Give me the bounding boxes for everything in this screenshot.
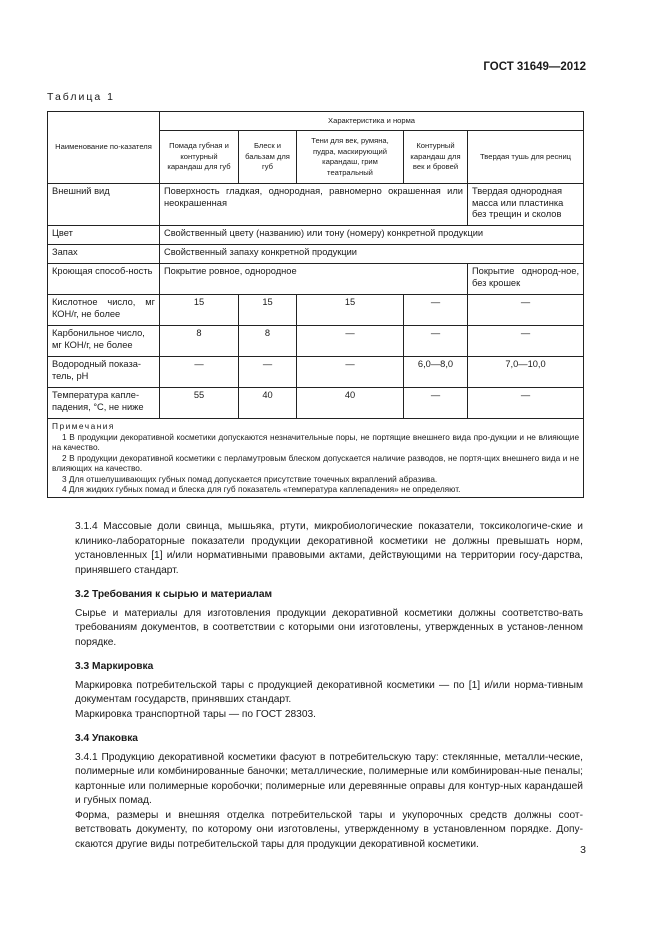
table-row xyxy=(48,295,584,326)
characteristics-table xyxy=(47,111,584,498)
table-row xyxy=(48,388,584,419)
cell-drop-eyeliner: — xyxy=(404,388,468,419)
standard-code: ГОСТ 31649—2012 xyxy=(483,61,586,73)
note-item: 4 Для жидких губных помад и блеска для губ показатель «температура каплепадения» не определяют. xyxy=(62,484,461,494)
cell-appearance: Поверхность гладкая, однородная, равномерно окрашенная или неокрашенная xyxy=(160,184,468,226)
table-row xyxy=(48,326,584,357)
table-row xyxy=(48,357,584,388)
col-header-eyeliner: Контурный карандаш для век и бровей xyxy=(404,131,468,184)
cell-drop-mascara: — xyxy=(468,388,584,419)
table-row xyxy=(48,184,584,226)
table-notes xyxy=(48,419,584,498)
cell-acid-shadows: 15 xyxy=(297,295,404,326)
col-header-shadows: Тени для век, румяна, пудра, маскирующий карандаш, грим театральный xyxy=(297,131,404,184)
notes-title: Примечания xyxy=(52,421,115,431)
table-header-row xyxy=(48,112,584,131)
group-header: Характеристика и норма xyxy=(160,112,584,131)
col-header-mascara: Твердая тушь для ресниц xyxy=(468,131,584,184)
cell-drop-gloss: 40 xyxy=(239,388,297,419)
cell-smell: Свойственный запаху конкретной продукции xyxy=(160,245,584,264)
cell-appearance-mascara: Твердая однородная масса или пластинка без трещин и сколов xyxy=(468,184,584,226)
row-name-drop-point: Температура капле-падения, °С, не ниже xyxy=(48,388,160,419)
row-name-appearance: Внешний вид xyxy=(48,184,160,226)
table-row xyxy=(48,264,584,295)
cell-carbonyl-eyeliner: — xyxy=(404,326,468,357)
page-number: 3 xyxy=(580,844,586,856)
row-name-ph: Водородный показа-тель, pH xyxy=(48,357,160,388)
note-item: 2 В продукции декоративной косметики с перламутровым блеском допускается наличие разводов, не портя-щих внешнего вида и не влияющих на качество. xyxy=(52,452,580,473)
table-row xyxy=(48,245,584,264)
cell-carbonyl-lipstick: 8 xyxy=(160,326,239,357)
cell-acid-mascara: — xyxy=(468,295,584,326)
cell-ph-eyeliner: 6,0—8,0 xyxy=(404,357,468,388)
note-item: 3 Для отшелушивающих губных помад допускается присутствие точечных вкраплений абразива. xyxy=(62,473,438,484)
col-header-lipstick: Помада губная и контурный карандаш для губ xyxy=(160,131,239,184)
cell-acid-lipstick: 15 xyxy=(160,295,239,326)
body-section xyxy=(75,520,583,852)
table-caption: Таблица 1 xyxy=(47,91,115,103)
table-notes-row xyxy=(48,419,584,498)
row-name-carbonyl: Карбонильное число, мг КОН/г, не более xyxy=(48,326,160,357)
cell-drop-shadows: 40 xyxy=(297,388,404,419)
paragraph-3-3-consumer: Маркировка потребительской тары с продукцией декоративной косметики — по [1] и/или норма-тивным документам государств, принявших стандарт. xyxy=(75,679,583,705)
heading-3-2: 3.2 Требования к сырью и материалам xyxy=(75,589,273,600)
cell-drop-lipstick: 55 xyxy=(160,388,239,419)
table-row xyxy=(48,226,584,245)
heading-3-4: 3.4 Упаковка xyxy=(75,733,138,744)
paragraph-3-1-4: 3.1.4 Массовые доли свинца, мышьяка, ртути, микробиологические показатели, токсикологиче-ские и клинико-лабораторные показатели продукции декоративной косметики не должны превышать норм, установленных [1] и/или нормативными правовыми актами, действующими на территории госу-дарства, принявшего стандарт. xyxy=(75,521,583,576)
row-name-smell: Запах xyxy=(48,245,160,264)
paragraph-3-4-2: Форма, размеры и внешняя отделка потребительской тары и укупорочных средств должны соот-ветствовать документу, по которому они изготовлены, утвержденному в установленном порядке. Допу-скаются другие виды потребительской тары для продукции декоративной косметики. xyxy=(75,809,583,850)
row-name-color: Цвет xyxy=(48,226,160,245)
paragraph-3-4-1: 3.4.1 Продукцию декоративной косметики фасуют в потребительскую тару: стеклянные, металли-ческие, полимерные или комбинированные баночки; металлические, полимерные или комбинирован-ные пеналы; картонные или полимерные коробочки; полимерные или деревянные оправы для контур-ных карандашей и губных помад. xyxy=(75,751,583,806)
row-name-acid: Кислотное число, мг КОН/г, не более xyxy=(48,295,160,326)
col-header-gloss: Блеск и бальзам для губ xyxy=(239,131,297,184)
cell-carbonyl-mascara: — xyxy=(468,326,584,357)
row-name-coverage: Кроющая способ-ность xyxy=(48,264,160,295)
paragraph-3-3-transport: Маркировка транспортной тары — по ГОСТ 28303. xyxy=(75,708,316,720)
cell-carbonyl-shadows: — xyxy=(297,326,404,357)
paragraph-3-2: Сырье и материалы для изготовления продукции декоративной косметики должны соответство-вать требованиям документов, в соответствии с которыми они изготовлены, утвержденных в установ-ленном порядке. xyxy=(75,607,583,648)
cell-ph-shadows: — xyxy=(297,357,404,388)
cell-carbonyl-gloss: 8 xyxy=(239,326,297,357)
cell-acid-eyeliner: — xyxy=(404,295,468,326)
cell-ph-gloss: — xyxy=(239,357,297,388)
note-item: 1 В продукции декоративной косметики допускаются незначительные поры, не портящие внешнего вида про-дукции и не влияющие на качество. xyxy=(52,431,580,452)
cell-ph-mascara: 7,0—10,0 xyxy=(468,357,584,388)
cell-ph-lipstick: — xyxy=(160,357,239,388)
cell-coverage-mascara: Покрытие однород-ное, без крошек xyxy=(468,264,584,295)
cell-acid-gloss: 15 xyxy=(239,295,297,326)
cell-coverage: Покрытие ровное, однородное xyxy=(160,264,468,295)
heading-3-3: 3.3 Маркировка xyxy=(75,661,154,672)
col-header-name: Наименование по-казателя xyxy=(48,112,160,184)
cell-color: Свойственный цвету (названию) или тону (номеру) конкретной продукции xyxy=(160,226,584,245)
